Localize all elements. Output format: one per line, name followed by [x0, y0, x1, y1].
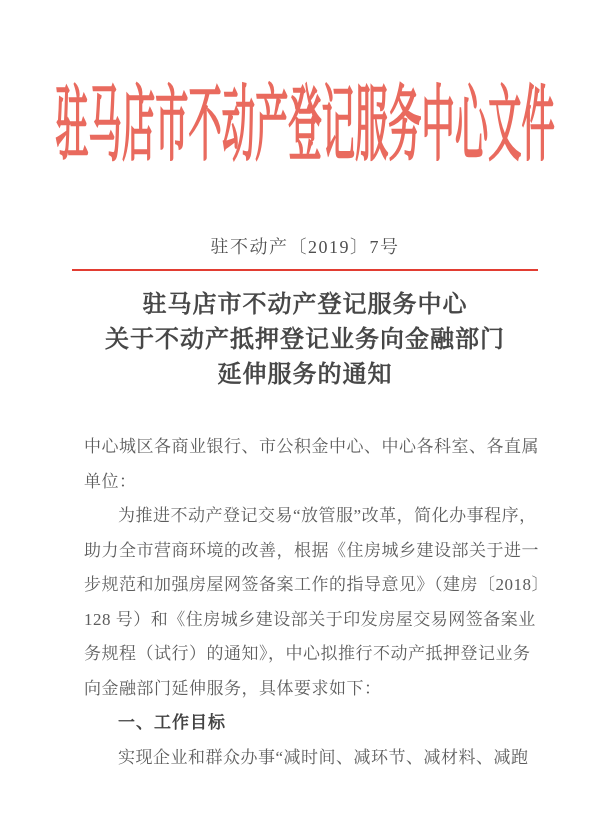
salutation-line: 单位：: [84, 471, 137, 491]
paragraph-line: 向金融部门延伸服务，具体要求如下：: [84, 678, 382, 698]
document-body: [84, 430, 549, 775]
paragraph-line: 为推进不动产登记交易“放管服”改革，简化办事程序，: [118, 506, 537, 525]
document-title: [0, 288, 610, 393]
paragraph-line: 实现企业和群众办事“减时间、减环节、减材料、减跑: [118, 747, 529, 767]
title-line-1: 驻马店市不动产登记服务中心: [142, 292, 468, 318]
paragraph-line: 务规程（试行）的通知》，中心拟推行不动产抵押登记业务: [84, 644, 531, 663]
paragraph-line: 128 号）和《住房城乡建设部关于印发房屋交易网签备案业: [84, 609, 536, 629]
salutation-line: 中心城区各商业银行、市公积金中心、中心各科室、各直属: [84, 437, 539, 456]
section-heading: 一、工作目标: [118, 713, 226, 732]
title-line-3: 延伸服务的通知: [217, 362, 393, 388]
title-line-2: 关于不动产抵押登记业务向金融部门: [105, 327, 505, 353]
paragraph-line: 助力全市营商环境的改善，根据《住房城乡建设部关于进一: [84, 540, 539, 560]
document-number: 驻不动产〔2019〕7号: [210, 237, 400, 257]
letterhead-banner-text: 驻马店市不动产登记服务中心文件: [55, 79, 555, 171]
paragraph-line: 步规范和加强房屋网签备案工作的指导意见》（建房〔2018〕: [84, 575, 549, 594]
red-divider-rule: [72, 269, 538, 271]
letterhead-banner: [0, 79, 610, 171]
